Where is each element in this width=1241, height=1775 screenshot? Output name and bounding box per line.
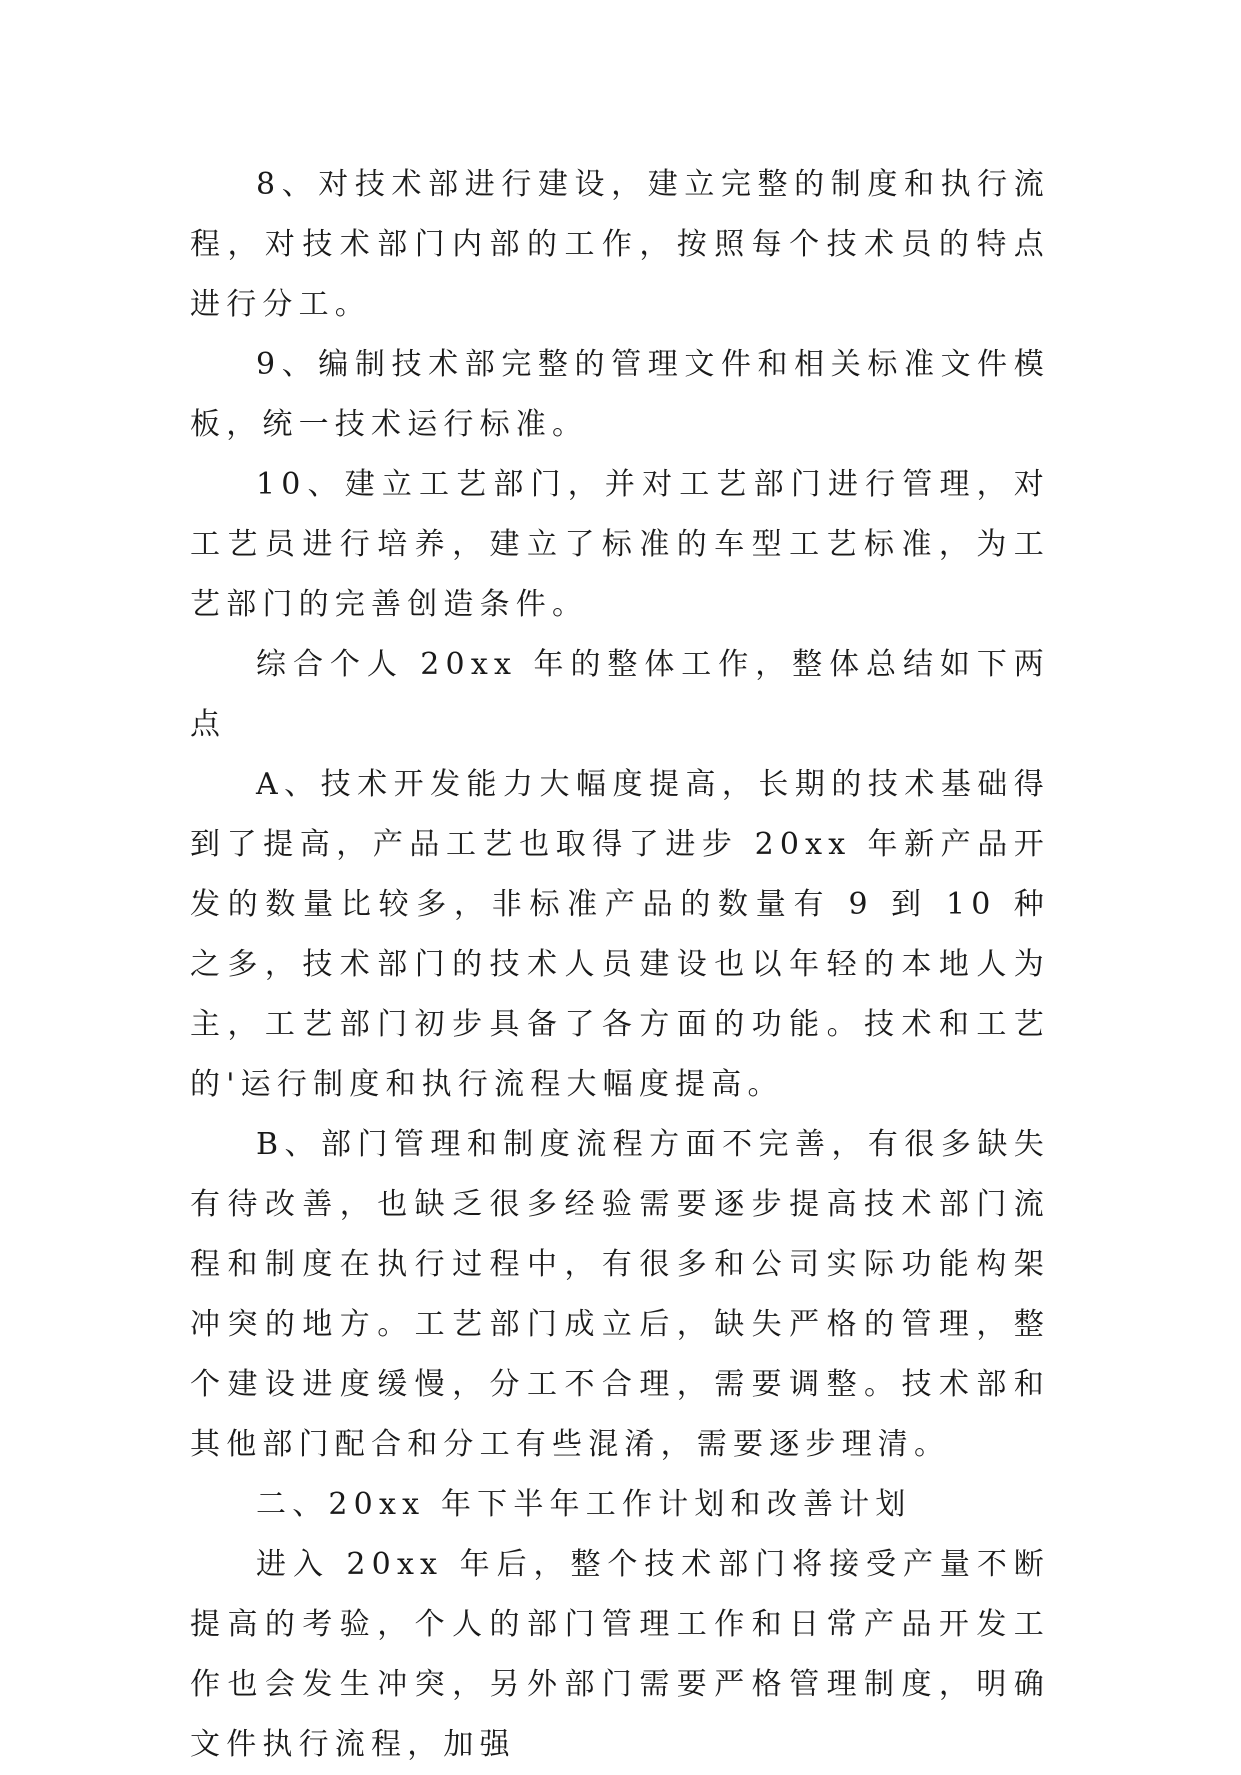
paragraph-plan-intro: 进入 20xx 年后，整个技术部门将接受产量不断提高的考验，个人的部门管理工作和日常产品开发工作也会发生冲突，另外部门需要严格管理制度，明确文件执行流程，加强 xyxy=(190,1547,1050,1762)
paragraph-summary-intro: 综合个人 20xx 年的整体工作，整体总结如下两点 xyxy=(190,647,1050,742)
paragraph-item-8: 8、对技术部进行建设，建立完整的制度和执行流程，对技术部门内部的工作，按照每个技术员的特点进行分工。 xyxy=(190,167,1050,322)
section-heading-plan: 二、20xx 年下半年工作计划和改善计划 xyxy=(256,1487,912,1522)
paragraph-item-9: 9、编制技术部完整的管理文件和相关标准文件模板，统一技术运行标准。 xyxy=(190,347,1050,442)
paragraph-point-b: B、部门管理和制度流程方面不完善，有很多缺失有待改善，也缺乏很多经验需要逐步提高技术部门流程和制度在执行过程中，有很多和公司实际功能构架冲突的地方。工艺部门成立后，缺失严格的管理，整个建设进度缓慢，分工不合理，需要调整。技术部和其他部门配合和分工有些混淆，需要逐步理清。 xyxy=(190,1127,1050,1462)
paragraph-point-a: A、技术开发能力大幅度提高，长期的技术基础得到了提高，产品工艺也取得了进步 20xx 年新产品开发的数量比较多，非标准产品的数量有 9 到 10 种之多，技术部门的技术人员建设也以年轻的本地人为主，工艺部门初步具备了各方面的功能。技术和工艺的'运行制度和执行流程大幅度提高。 xyxy=(190,767,1050,1102)
document-body xyxy=(190,155,1050,1775)
paragraph-item-10: 10、建立工艺部门，并对工艺部门进行管理，对工艺员进行培养，建立了标准的车型工艺标准，为工艺部门的完善创造条件。 xyxy=(190,467,1050,622)
